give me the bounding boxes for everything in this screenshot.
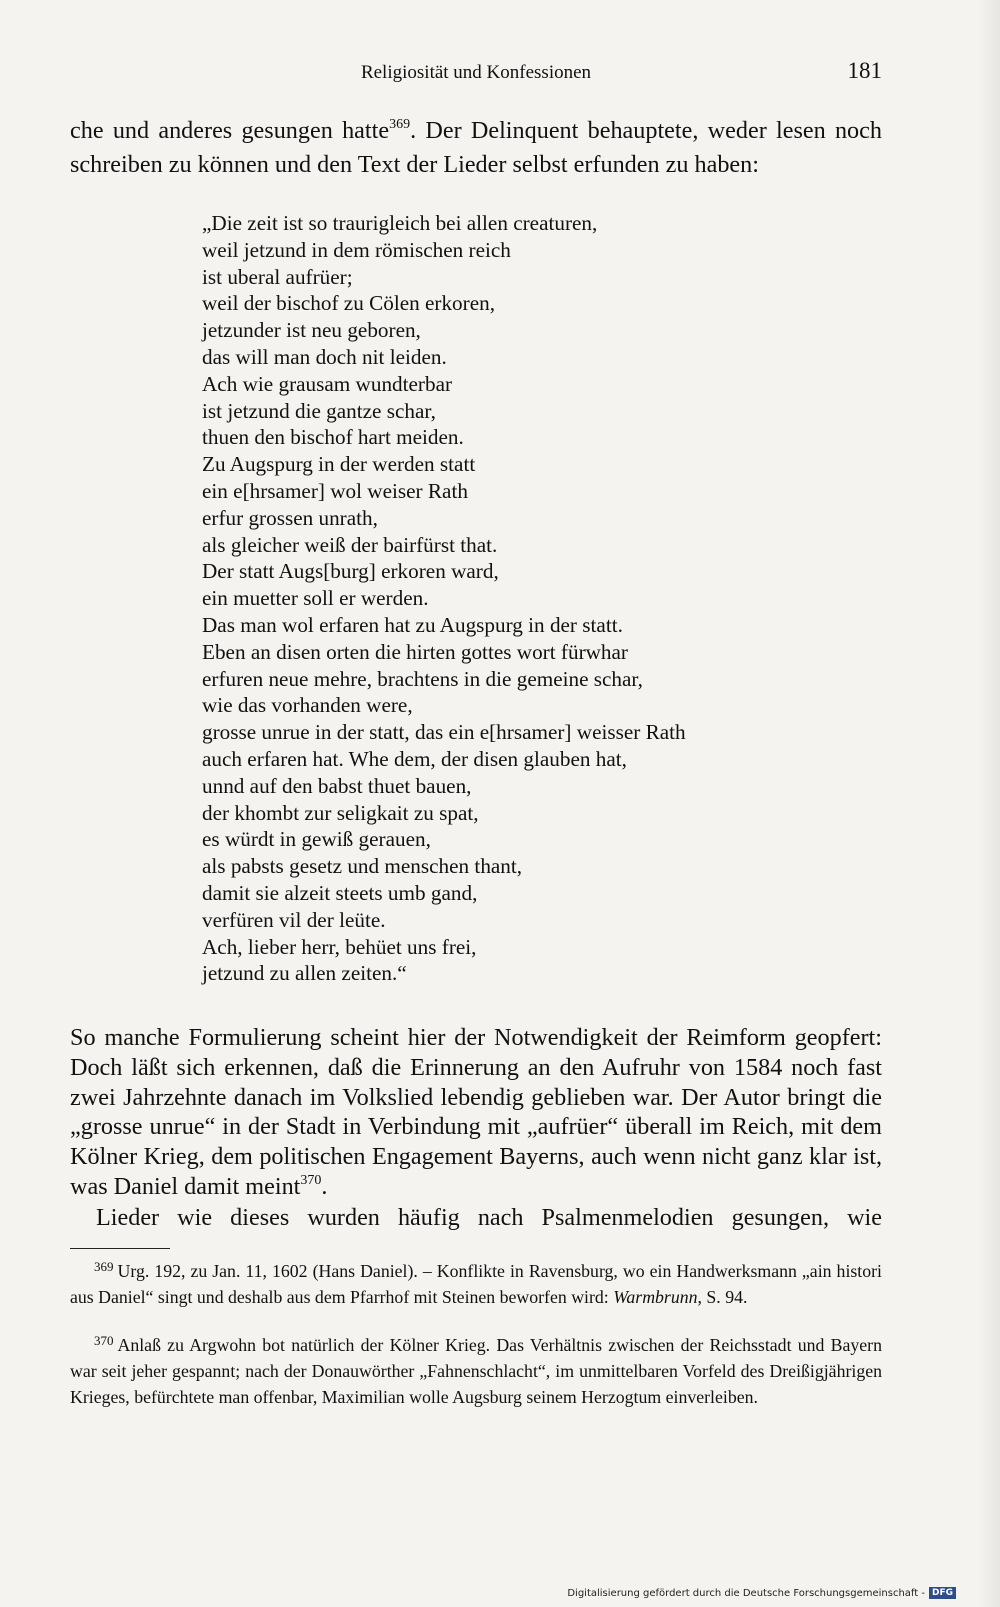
poem-line: jetzund zu allen zeiten.“ [202, 961, 407, 986]
poem-line: als pabsts gesetz und menschen thant, [202, 854, 523, 879]
running-head: Religiosität und Konfessionen [360, 62, 592, 83]
poem-line: ist uberal aufrüer; [202, 264, 353, 289]
footnote-370 [70, 1333, 882, 1410]
poem-line: erfuren neue mehre, brachtens in die gemeine schar, [202, 666, 643, 691]
page-number: 181 [847, 58, 882, 83]
poem-line: ist jetzund die gantze schar, [202, 398, 436, 423]
dfg-logo-icon: DFG [929, 1587, 956, 1599]
poem-line: Ach wie grausam wundterbar [202, 371, 453, 396]
poem-line: Eben an disen orten die hirten gottes wort fürwhar [202, 639, 628, 664]
poem-line: weil der bischof zu Cölen erkoren, [202, 291, 495, 316]
footnote-369-text-b: , S. 94. [697, 1287, 748, 1308]
poem-line: Das man wol erfaren hat zu Augspurg in der statt. [202, 612, 623, 637]
credit-text: Digitalisierung gefördert durch die Deutsche Forschungsgemeinschaft - [567, 1587, 925, 1599]
poem-line: als gleicher weiß der bairfürst that. [202, 532, 498, 557]
footnote-number: 370 [94, 1333, 114, 1348]
poem-line: auch erfaren hat. Whe dem, der disen glauben hat, [202, 746, 627, 771]
poem-line: weil jetzund in dem römischen reich [202, 237, 511, 262]
footnote-divider [70, 1248, 170, 1249]
poem-line: damit sie alzeit steets umb gand, [202, 880, 478, 905]
footnote-number: 369 [94, 1259, 114, 1274]
poem-line: erfur grossen unrath, [202, 505, 378, 530]
paragraph-2-text-a: So manche Formulierung scheint hier der Notwendigkeit der Reimform geopfert: Doch läßt sich erkennen, daß die Erinnerung an den Aufruhr von 1584 noch fast zwei Jahrzehnte danach im Volkslied lebendig geblieben war. Der Autor bringt die „grosse unrue“ in der Stadt in Verbindung mit „aufrüer“ überall im Reich, mit dem Kölner Krieg, dem politischen Engagement Bayerns, auch wenn nicht ganz klar ist, was Daniel damit meint [70, 1024, 882, 1200]
poem-line: unnd auf den babst thuet bauen, [202, 773, 472, 798]
poem-line: grosse unrue in der statt, das ein e[hrsamer] weisser Rath [202, 720, 686, 745]
footnote-369-author: Warmbrunn [613, 1287, 698, 1308]
poem-line: Zu Augspurg in der werden statt [202, 452, 476, 477]
footnote-369-text-a: Urg. 192, zu Jan. 11, 1602 (Hans Daniel). – Konflikte in Ravensburg, wo ein Handwerksmann „ain histori aus Daniel“ singt und deshalb aus dem Pfarrhof mit Steinen beworfen wird: [70, 1261, 882, 1308]
footnote-370-text: Anlaß zu Argwohn bot natürlich der Kölner Krieg. Das Verhältnis zwischen der Reichsstadt und Bayern war seit jeher gespannt; nach der Donauwörther „Fahnenschlacht“, im unmittelbaren Vorfeld des Dreißigjährigen Krieges, befürchtete man offenbar, Maximilian wolle Augsburg seinem Herzogtum einverleiben. [70, 1335, 882, 1407]
poem-line: verfüren vil der leüte. [202, 907, 386, 932]
paragraph-1-text-a: che und anderes gesungen hatte [70, 117, 390, 144]
poem-line: jetzunder ist neu geboren, [202, 318, 421, 343]
poem-line: das will man doch nit leiden. [202, 344, 447, 369]
poem-line: ein e[hrsamer] wol weiser Rath [202, 478, 468, 503]
paragraph-2 [70, 1023, 882, 1206]
paragraph-1 [70, 116, 882, 180]
poem-quote [202, 210, 842, 987]
footnote-ref-370[interactable]: 370 [300, 1172, 322, 1188]
poem-line: es würdt in gewiß gerauen, [202, 827, 431, 852]
footnote-369 [70, 1259, 882, 1311]
poem-line: der khombt zur seligkait zu spat, [202, 800, 479, 825]
poem-line: thuen den bischof hart meiden. [202, 425, 464, 450]
footnote-ref-369[interactable]: 369 [389, 117, 411, 132]
poem-line: „Die zeit ist so traurigleich bei allen creaturen, [202, 211, 598, 235]
poem-line: ein muetter soll er werden. [202, 586, 429, 611]
poem-line: wie das vorhanden were, [202, 693, 413, 718]
poem-line: Ach, lieber herr, behüet uns frei, [202, 934, 477, 959]
paragraph-2-text-b: . [321, 1172, 328, 1200]
page-edge-shadow [978, 0, 1000, 1607]
paragraph-3: Lieder wie dieses wurden häufig nach Psalmenmelodien gesungen, wie [96, 1204, 882, 1231]
paragraph-1-text-b: . Der Delinquent behauptete, weder lesen noch schreiben zu können und den Text der Lieder selbst erfunden zu haben: [70, 117, 882, 178]
digitization-credit [567, 1587, 956, 1599]
page-header [70, 58, 882, 88]
poem-line: Der statt Augs[burg] erkoren ward, [202, 559, 499, 584]
